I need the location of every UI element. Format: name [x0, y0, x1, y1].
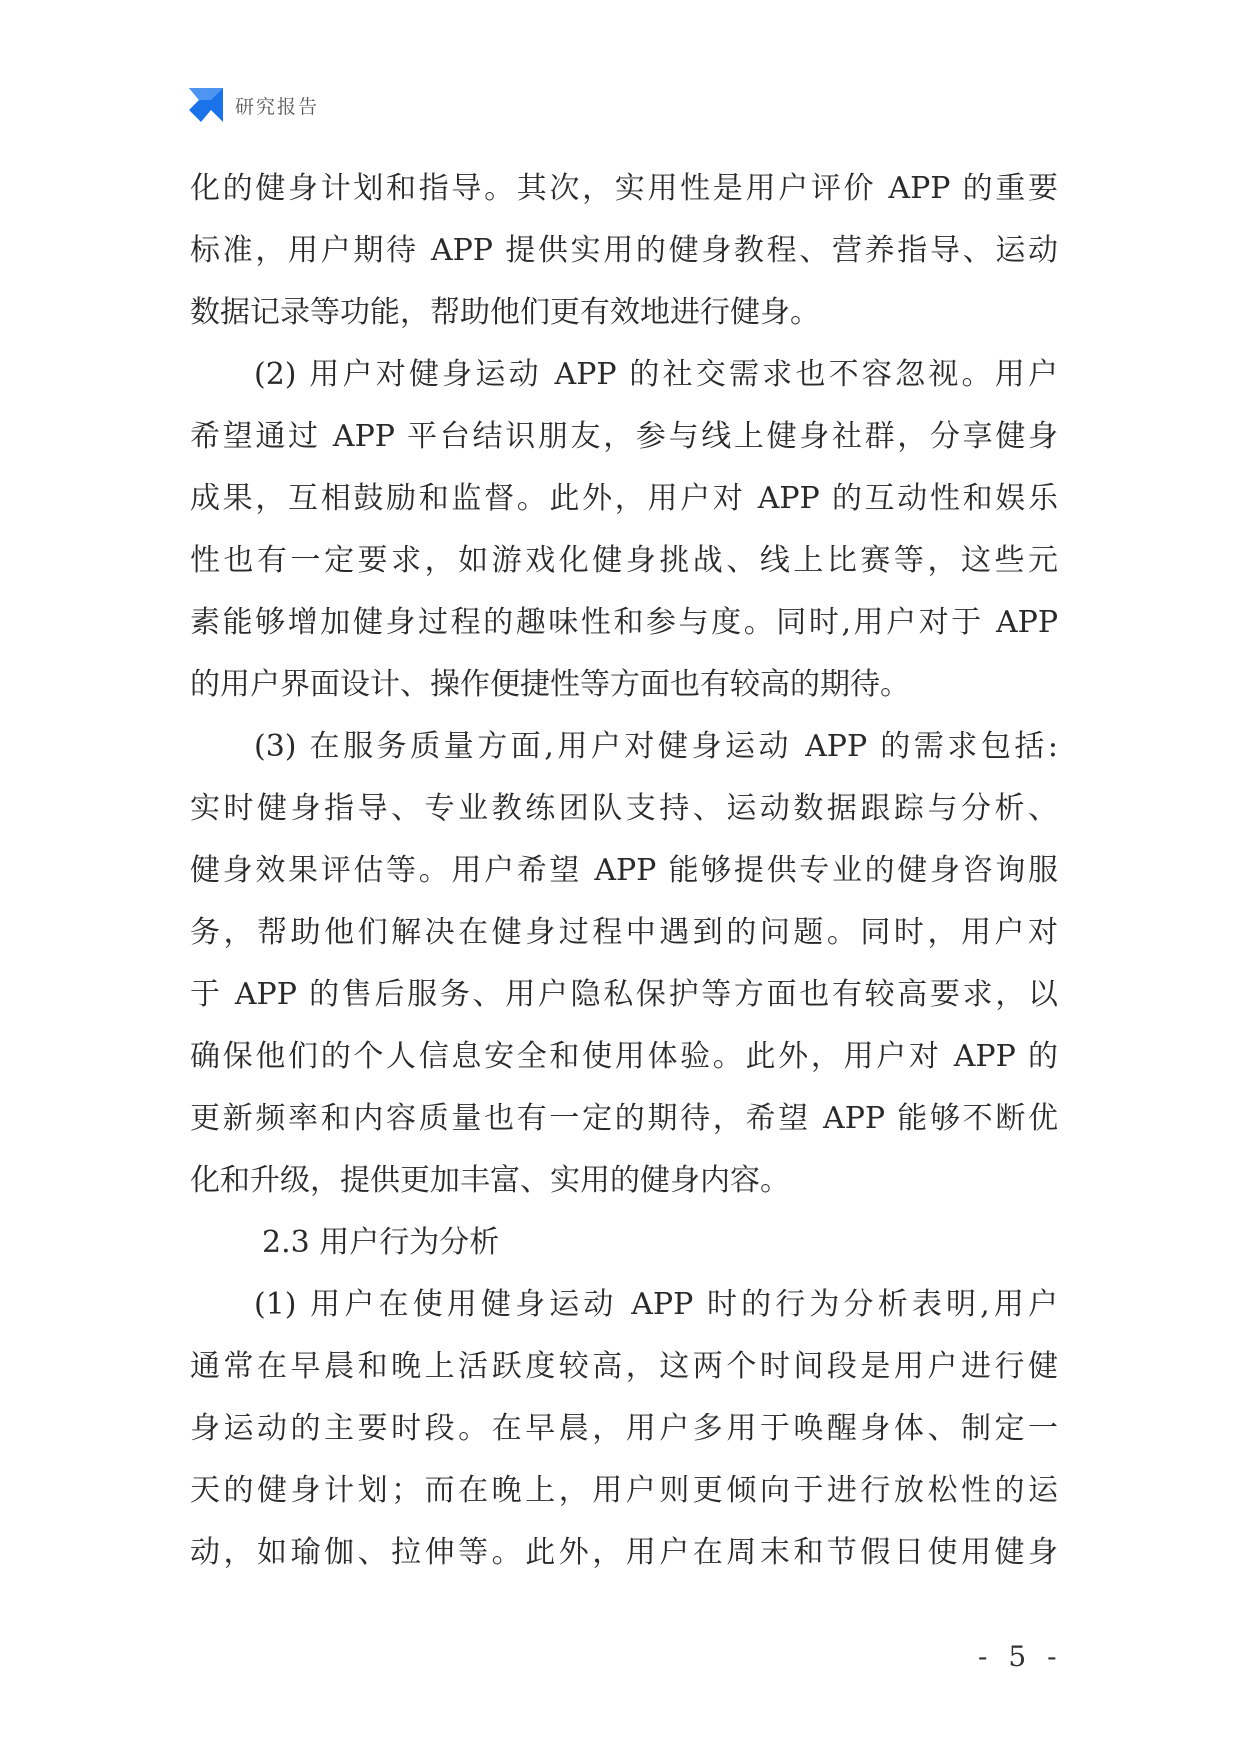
paragraph-line: 通常在早晨和晚上活跃度较高，这两个时间段是用户进行健	[190, 1349, 1058, 1384]
paragraph-line: 身运动的主要时段。在早晨，用户多用于唤醒身体、制定一	[190, 1411, 1058, 1446]
page-number: - 5 -	[978, 1640, 1063, 1673]
paragraph-line: 标准，用户期待 APP 提供实用的健身教程、营养指导、运动	[190, 233, 1058, 268]
paragraph-line: (3) 在服务质量方面,用户对健身运动 APP 的需求包括:	[254, 729, 1058, 764]
paragraph-line: 务，帮助他们解决在健身过程中遇到的问题。同时，用户对	[190, 915, 1058, 950]
paragraph-line: 动，如瑜伽、拉伸等。此外，用户在周末和节假日使用健身	[190, 1535, 1058, 1570]
paragraph-line: 希望通过 APP 平台结识朋友，参与线上健身社群，分享健身	[190, 419, 1058, 454]
paragraph-line: 实时健身指导、专业教练团队支持、运动数据跟踪与分析、	[190, 791, 1058, 826]
paragraph-line: (1) 用户在使用健身运动 APP 时的行为分析表明,用户	[254, 1287, 1058, 1322]
arrow-up-right-icon	[189, 88, 223, 122]
paragraph-line: 性也有一定要求，如游戏化健身挑战、线上比赛等，这些元	[190, 543, 1058, 578]
section-heading: 2.3 用户行为分析	[262, 1225, 500, 1260]
paragraph-line: 成果，互相鼓励和监督。此外，用户对 APP 的互动性和娱乐	[190, 481, 1058, 516]
paragraph-line: 确保他们的个人信息安全和使用体验。此外，用户对 APP 的	[190, 1039, 1058, 1074]
header-title: 研究报告	[235, 95, 320, 118]
paragraph-line: 更新频率和内容质量也有一定的期待，希望 APP 能够不断优	[190, 1101, 1058, 1136]
paragraph-line: (2) 用户对健身运动 APP 的社交需求也不容忽视。用户	[254, 357, 1058, 392]
document-header	[189, 87, 319, 123]
paragraph-line: 化和升级，提供更加丰富、实用的健身内容。	[190, 1163, 790, 1198]
paragraph-line: 健身效果评估等。用户希望 APP 能够提供专业的健身咨询服	[190, 853, 1058, 888]
paragraph-line: 天的健身计划；而在晚上，用户则更倾向于进行放松性的运	[190, 1473, 1058, 1508]
paragraph-line: 数据记录等功能，帮助他们更有效地进行健身。	[190, 295, 820, 330]
paragraph-line: 于 APP 的售后服务、用户隐私保护等方面也有较高要求，以	[190, 977, 1058, 1012]
paragraph-line: 化的健身计划和指导。其次，实用性是用户评价 APP 的重要	[190, 171, 1058, 206]
paragraph-line: 的用户界面设计、操作便捷性等方面也有较高的期待。	[190, 667, 910, 702]
paragraph-line: 素能够增加健身过程的趣味性和参与度。同时,用户对于 APP	[190, 605, 1058, 640]
document-body	[190, 158, 1058, 1584]
